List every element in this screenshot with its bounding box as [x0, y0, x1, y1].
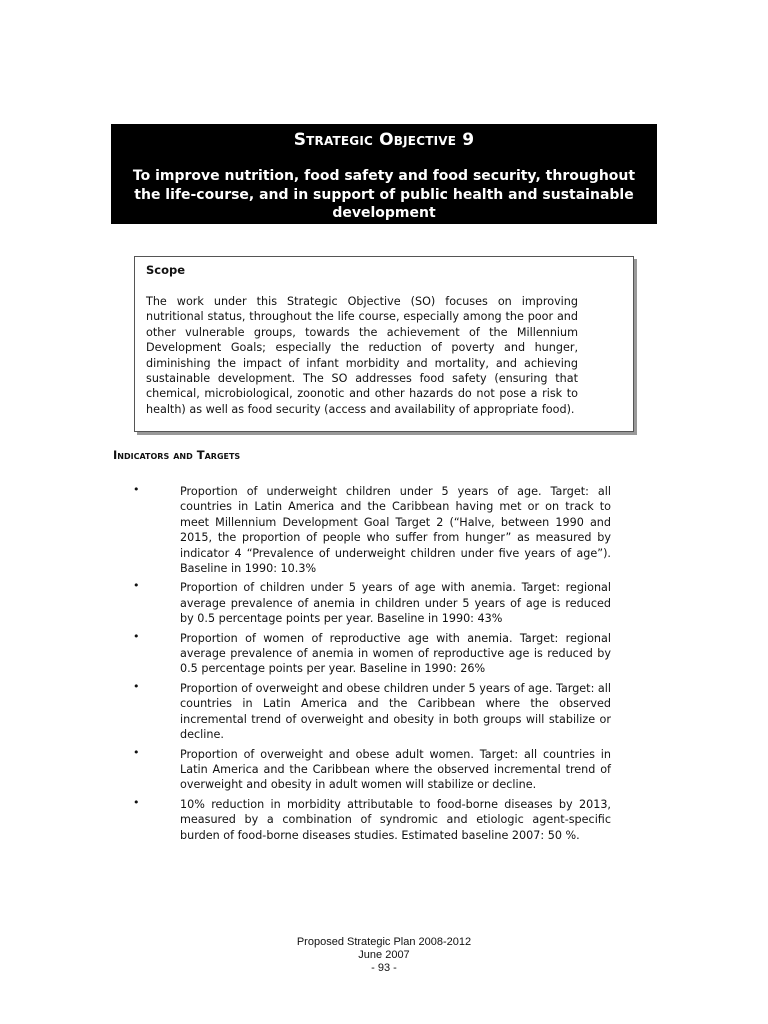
indicator-item — [133, 797, 611, 843]
indicator-text: Proportion of overweight and obese children under 5 years of age. Target: all countries in Latin America and the Caribbean where the observed incremental trend of overweight and obesity in both groups will stabilize or decline. — [180, 681, 611, 742]
indicator-item — [133, 747, 611, 793]
footer-date: June 2007 — [358, 949, 410, 961]
indicator-text: Proportion of underweight children under 5 years of age. Target: all countries in Latin America and the Caribbean having met or on track to meet Millennium Development Goal Target 2 (“Halve, between 1990 and 2015, the proportion of people who suffer from hunger” as measured by indicator 4 “Prevalence of underweight children under five years of age”). Baseline in 1990: 10.3% — [180, 485, 611, 576]
indicator-item — [133, 580, 611, 626]
indicator-item — [133, 681, 611, 743]
page-number: - 93 - — [371, 962, 397, 974]
scope-text: The work under this Strategic Objective (SO) focuses on improving nutritional status, throughout the life course, especially among the poor and other vulnerable groups, towards the achievement of the Millennium Development Goals; especially the reduction of poverty and hunger, diminishing the impact of infant morbidity and mortality, and achieving sustainable development. The SO addresses food safety (ensuring that chemical, microbiological, zoonotic and other hazards do not pose a risk to health) as well as food security (access and availability of appropriate food). — [146, 295, 578, 416]
bullet-icon: • — [133, 745, 140, 759]
objective-subtitle: To improve nutrition, food safety and food security, throughout the life-course, and in support of public health and sustainable development — [132, 168, 636, 221]
indicator-text: Proportion of overweight and obese adult women. Target: all countries in Latin America and the Caribbean where the observed incremental trend of overweight and obesity in adult women will stabilize or decline. — [180, 747, 611, 792]
scope-title: Scope — [146, 263, 186, 277]
indicator-text: Proportion of women of reproductive age with anemia. Target: regional average prevalence of anemia in women of reproductive age is reduced by 0.5 percentage points per year. Baseline in 1990: 26% — [180, 631, 611, 676]
indicators-heading: Indicators and Targets — [113, 448, 241, 462]
indicator-item — [133, 631, 611, 677]
indicator-text: 10% reduction in morbidity attributable to food-borne diseases by 2013, measured by a combination of syndromic and etiologic agent-specific burden of food-borne diseases studies. Estimated baseline 2007: 50 %. — [180, 797, 611, 842]
scope-box — [134, 256, 634, 432]
page-footer — [234, 936, 534, 975]
bullet-icon: • — [133, 679, 140, 693]
objective-banner — [111, 124, 657, 224]
bullet-icon: • — [133, 629, 140, 643]
bullet-icon: • — [133, 483, 140, 496]
footer-plan-title: Proposed Strategic Plan 2008-2012 — [296, 936, 472, 948]
indicator-text: Proportion of children under 5 years of age with anemia. Target: regional average prevalence of anemia in children under 5 years of age is reduced by 0.5 percentage points per year. Baseline in 1990: 43% — [180, 581, 611, 626]
objective-title: Strategic Objective 9 — [293, 130, 475, 150]
indicator-list — [133, 484, 611, 847]
bullet-icon: • — [133, 795, 140, 809]
bullet-icon: • — [133, 579, 140, 593]
indicator-item — [133, 484, 611, 576]
